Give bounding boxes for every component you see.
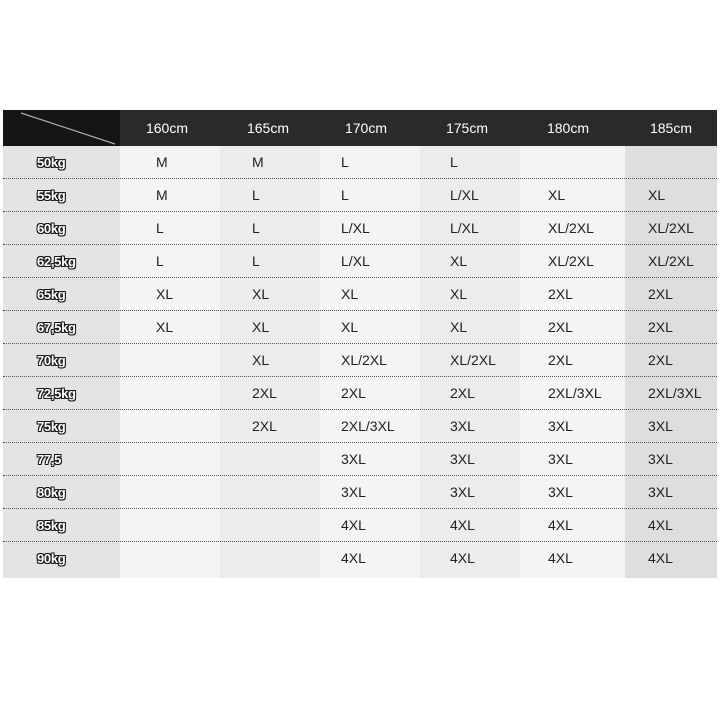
size-cell: 2XL: [341, 385, 366, 401]
size-cell: XL: [156, 286, 174, 302]
size-cell: M: [156, 154, 168, 170]
weight-label: 50kg: [37, 155, 66, 170]
size-cell: 2XL/3XL: [548, 385, 602, 401]
size-cell: XL: [450, 286, 468, 302]
size-cell: XL: [341, 319, 359, 335]
size-cell: L: [252, 187, 260, 203]
size-cell: L: [156, 220, 164, 236]
size-cell: L/XL: [341, 253, 370, 269]
size-cell: L/XL: [450, 220, 479, 236]
height-header-cell: 175cm: [445, 120, 489, 136]
size-cell: 4XL: [341, 517, 366, 533]
size-cell: 2XL: [450, 385, 475, 401]
weight-label: 90kg: [37, 551, 66, 566]
size-cell: 2XL: [548, 352, 573, 368]
header-corner-cell: [3, 110, 120, 146]
size-cell: 2XL: [648, 286, 673, 302]
height-header-cell: 180cm: [546, 120, 590, 136]
size-cell: 3XL: [648, 418, 673, 434]
table-row: [3, 377, 717, 410]
size-cell: XL: [252, 352, 270, 368]
size-cell: XL: [341, 286, 359, 302]
table-row: [3, 212, 717, 245]
height-header-cell: 160cm: [145, 120, 189, 136]
diagonal-divider-icon: [3, 110, 120, 146]
size-cell: 4XL: [450, 517, 475, 533]
size-cell: 3XL: [341, 451, 366, 467]
size-cell: 2XL: [252, 418, 277, 434]
size-cell: XL/2XL: [648, 253, 694, 269]
weight-label: 77,5: [37, 452, 62, 467]
height-header-row: [3, 110, 717, 146]
table-row: [3, 245, 717, 278]
size-cell: L: [341, 187, 349, 203]
size-cell: XL: [252, 319, 270, 335]
size-cell: XL/2XL: [548, 220, 594, 236]
size-cell: 2XL: [648, 319, 673, 335]
size-cell: XL: [648, 187, 666, 203]
weight-label: 65kg: [37, 287, 66, 302]
size-cell: XL: [156, 319, 174, 335]
size-cell: 3XL: [450, 451, 475, 467]
weight-label: 80kg: [37, 485, 66, 500]
size-cell: 2XL: [548, 286, 573, 302]
size-cell: 4XL: [450, 550, 475, 566]
size-cell: L: [450, 154, 458, 170]
height-header-cell: 185cm: [649, 120, 693, 136]
size-cell: L: [341, 154, 349, 170]
size-chart-table: [3, 110, 717, 578]
table-row: [3, 443, 717, 476]
size-cell: 3XL: [548, 451, 573, 467]
size-cell: L/XL: [450, 187, 479, 203]
size-cell: 4XL: [648, 517, 673, 533]
size-cell: 2XL: [252, 385, 277, 401]
weight-label: 60kg: [37, 221, 66, 236]
table-row: [3, 278, 717, 311]
size-cell: L: [252, 220, 260, 236]
size-cell: 3XL: [548, 484, 573, 500]
size-cell: XL: [450, 253, 468, 269]
size-cell: 2XL/3XL: [648, 385, 702, 401]
size-cell: 3XL: [648, 484, 673, 500]
weight-label: 72,5kg: [37, 386, 76, 401]
size-cell: XL/2XL: [548, 253, 594, 269]
weight-label: 85kg: [37, 518, 66, 533]
size-cell: 2XL: [548, 319, 573, 335]
size-cell: 2XL: [648, 352, 673, 368]
size-cell: XL: [252, 286, 270, 302]
size-cell: L: [252, 253, 260, 269]
size-cell: XL/2XL: [341, 352, 387, 368]
size-cell: 3XL: [341, 484, 366, 500]
table-row: [3, 542, 717, 575]
size-cell: XL/2XL: [648, 220, 694, 236]
size-cell: XL: [450, 319, 468, 335]
size-cell: L/XL: [341, 220, 370, 236]
size-cell: 4XL: [548, 517, 573, 533]
size-cell: XL/2XL: [450, 352, 496, 368]
table-row: [3, 344, 717, 377]
size-cell: 3XL: [450, 418, 475, 434]
table-row: [3, 509, 717, 542]
weight-label: 55kg: [37, 188, 66, 203]
height-header-cell: 170cm: [344, 120, 388, 136]
weight-label: 75kg: [37, 419, 66, 434]
size-cell: M: [252, 154, 264, 170]
weight-label: 67,5kg: [37, 320, 76, 335]
size-cell: 4XL: [548, 550, 573, 566]
size-cell: XL: [548, 187, 566, 203]
size-cell: 4XL: [341, 550, 366, 566]
size-cell: L: [156, 253, 164, 269]
table-row: [3, 410, 717, 443]
table-row: [3, 476, 717, 509]
weight-label: 70kg: [37, 353, 66, 368]
height-header-cell: 165cm: [246, 120, 290, 136]
size-cell: 2XL/3XL: [341, 418, 395, 434]
size-cell: 3XL: [548, 418, 573, 434]
weight-label: 62,5kg: [37, 254, 76, 269]
table-row: [3, 179, 717, 212]
size-cell: 3XL: [450, 484, 475, 500]
table-row: [3, 311, 717, 344]
size-cell: 4XL: [648, 550, 673, 566]
table-row: [3, 146, 717, 179]
size-cell: M: [156, 187, 168, 203]
size-cell: 3XL: [648, 451, 673, 467]
